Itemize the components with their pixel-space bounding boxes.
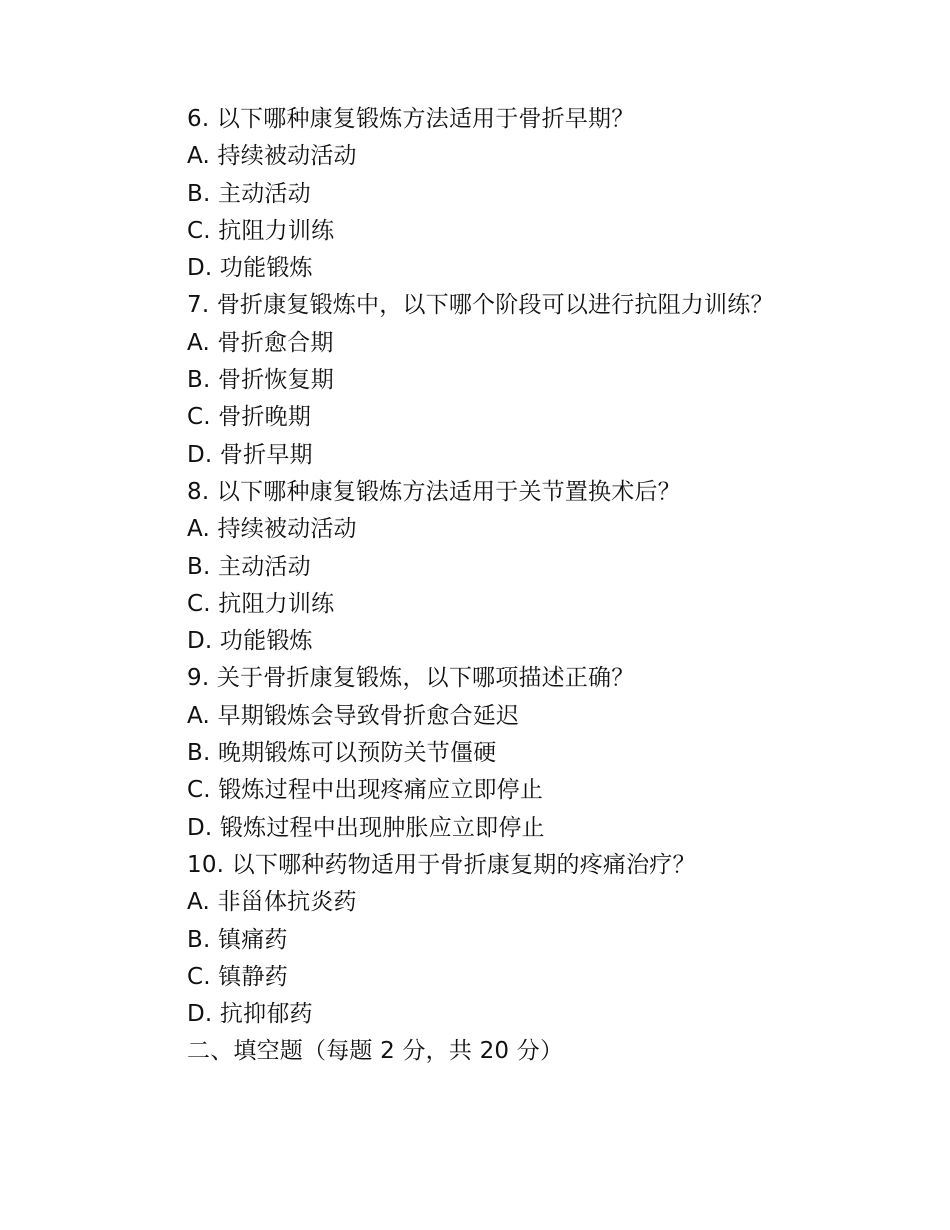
option-b: B. 晚期锻炼可以预防关节僵硬 xyxy=(187,740,497,767)
option-a: A. 非甾体抗炎药 xyxy=(187,889,357,916)
question-stem: 7. 骨折康复锻炼中，以下哪个阶段可以进行抗阻力训练？ xyxy=(187,292,774,319)
option-c: C. 抗阻力训练 xyxy=(187,590,335,617)
option-d: D. 锻炼过程中出现肿胀应立即停止 xyxy=(187,814,545,841)
option-c: C. 镇静药 xyxy=(187,963,288,990)
option-a: A. 持续被动活动 xyxy=(187,516,357,543)
question-list xyxy=(187,101,887,1071)
option-d: D. 功能锻炼 xyxy=(187,628,313,655)
section-heading: 二、填空题（每题 2 分，共 20 分） xyxy=(187,1038,564,1065)
question-stem: 8. 以下哪种康复锻炼方法适用于关节置换术后？ xyxy=(187,478,681,505)
question-6 xyxy=(187,101,887,287)
option-d: D. 功能锻炼 xyxy=(187,255,313,282)
option-d: D. 抗抑郁药 xyxy=(187,1001,313,1028)
option-a: A. 早期锻炼会导致骨折愈合延迟 xyxy=(187,702,520,729)
option-b: B. 主动活动 xyxy=(187,553,311,580)
question-8 xyxy=(187,474,887,660)
question-stem: 6. 以下哪种康复锻炼方法适用于骨折早期？ xyxy=(187,106,635,132)
question-stem: 10. 以下哪种药物适用于骨折康复期的疼痛治疗？ xyxy=(187,851,696,878)
question-9 xyxy=(187,660,887,846)
option-d: D. 骨折早期 xyxy=(187,441,313,468)
question-10 xyxy=(187,847,887,1033)
option-c: C. 骨折晚期 xyxy=(187,404,312,431)
option-b: B. 骨折恢复期 xyxy=(187,367,335,394)
question-stem: 9. 关于骨折康复锻炼，以下哪项描述正确？ xyxy=(187,665,635,692)
option-c: C. 抗阻力训练 xyxy=(187,217,335,244)
option-a: A. 持续被动活动 xyxy=(187,143,357,170)
question-7 xyxy=(187,287,887,473)
option-c: C. 锻炼过程中出现疼痛应立即停止 xyxy=(187,777,544,804)
option-b: B. 主动活动 xyxy=(187,180,311,207)
option-b: B. 镇痛药 xyxy=(187,926,288,953)
option-a: A. 骨折愈合期 xyxy=(187,329,334,356)
